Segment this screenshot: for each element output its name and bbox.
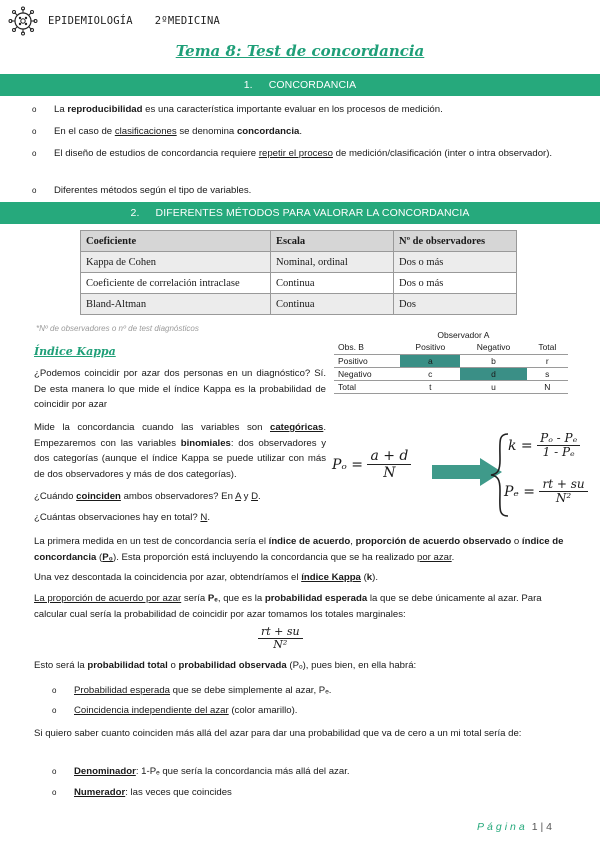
po-formula: Pₒ = $\frac{a + d}{N}$: [332, 449, 411, 481]
coefficient-table: [80, 230, 517, 315]
table-cell: Nominal, ordinal: [271, 252, 394, 273]
table-row: [334, 328, 568, 341]
table-corner-cell: Obs. B: [334, 341, 400, 354]
section-2-band: [0, 202, 600, 224]
table-cell-highlight: a: [400, 354, 460, 367]
section-2-number: 2.: [130, 207, 140, 219]
table-cell: u: [460, 380, 526, 393]
bullet-item: o Numerador: las veces que coincides: [52, 787, 232, 798]
pe-marginal-formula: $\frac{rt + su}{\text{N²}}$: [258, 626, 303, 652]
table-header-cell: Total: [527, 341, 568, 354]
header-course: 2ºMEDICINA: [154, 15, 220, 27]
paragraph: Mide la concordancia cuando las variables son categóricas. Empezaremos con las variables binomiales: dos observadores y dos categorías (aunque el índice Kappa se puede utilizar con más de dos observadores y más de dos categorías).: [34, 422, 327, 480]
table-row: [81, 252, 517, 273]
table-row: [334, 380, 568, 393]
table-cell: c: [400, 367, 460, 380]
table-cell: Dos: [394, 294, 517, 315]
observer-a-title: Observador A: [437, 329, 490, 340]
footer-label: Página: [477, 821, 528, 833]
bullet-marker: o: [32, 127, 37, 136]
table-cell: Continua: [271, 273, 394, 294]
table-cell: Continua: [271, 294, 394, 315]
table-cell: Dos o más: [394, 252, 517, 273]
page-header: [8, 6, 220, 36]
paragraph: Esto será la probabilidad total o probabilidad observada (Pₒ), pues bien, en ella habrá:: [34, 660, 417, 671]
table-cell: Total: [334, 380, 400, 393]
paragraph: ¿Cuántas observaciones hay en total? N.: [34, 512, 211, 523]
observer-table: [334, 328, 568, 394]
virus-logo-icon: [8, 6, 38, 36]
table-header-cell: Negativo: [460, 341, 526, 354]
paragraph: Si quiero saber cuanto coinciden más allá del azar para dar una probabilidad que va de cero a un mi total sería de:: [34, 728, 522, 739]
header-subject: EPIDEMIOLOGÍA: [48, 15, 133, 27]
table-cell: Coeficiente de correlación intraclase: [81, 273, 271, 294]
page-footer: [477, 821, 552, 833]
table-cell: Dos o más: [394, 273, 517, 294]
table-cell: s: [527, 367, 568, 380]
table-header-row: [81, 231, 517, 252]
table-cell: Bland-Altman: [81, 294, 271, 315]
bullet-marker: o: [52, 686, 57, 695]
paragraph: ¿Podemos coincidir por azar dos personas en un diagnóstico? Sí. De esta manera lo que mide el índice Kappa es la probabilidad de coincidir por azar: [34, 368, 326, 410]
section-1-band: [0, 74, 600, 96]
bullet-marker: o: [32, 149, 37, 158]
bullet-marker: o: [52, 788, 57, 797]
bullet-item: o El diseño de estudios de concordancia requiere repetir el proceso de medición/clasificación (inter o intra observador).: [32, 148, 553, 159]
section-1-label: CONCORDANCIA: [268, 79, 357, 91]
table-header-cell: Nº de observadores: [394, 231, 517, 252]
table-cell: t: [400, 380, 460, 393]
bullet-item: o La reproducibilidad es una característica importante evaluar en los procesos de medición.: [32, 104, 443, 115]
table-cell: b: [460, 354, 526, 367]
table-cell: Positivo: [334, 354, 400, 367]
table-footnote: *Nº de observadores o nº de test diagnósticos: [36, 324, 199, 333]
table-header-row: [334, 341, 568, 354]
table-cell-highlight: d: [460, 367, 526, 380]
section-2-label: DIFERENTES MÉTODOS PARA VALORAR LA CONCORDANCIA: [155, 207, 470, 219]
paragraph: Una vez descontada la coincidencia por azar, obtendríamos el índice Kappa (k).: [34, 572, 378, 583]
table-cell: N: [527, 380, 568, 393]
table-cell: Kappa de Cohen: [81, 252, 271, 273]
kappa-heading: Índice Kappa: [34, 345, 116, 358]
pe-formula: Pₑ = $\frac{rt + su}{\text{N²}}$: [504, 478, 588, 506]
table-cell: Negativo: [334, 367, 400, 380]
bullet-marker: o: [52, 767, 57, 776]
table-row: [334, 367, 568, 380]
bullet-item: o Diferentes métodos según el tipo de variables.: [32, 185, 252, 196]
bullet-item: o Coincidencia independiente del azar (color amarillo).: [52, 705, 298, 716]
bullet-item: o En el caso de clasificaciones se denomina concordancia.: [32, 126, 302, 137]
table-row: [81, 294, 517, 315]
paragraph: ¿Cuándo coinciden ambos observadores? En A y D.: [34, 491, 261, 502]
table-row: [334, 354, 568, 367]
bullet-item: o Denominador: 1-Pₑ que sería la concordancia más allá del azar.: [52, 766, 350, 777]
paragraph: La proporción de acuerdo por azar sería Pₑ, que es la probabilidad esperada la que se debe únicamente al azar. Para calcular cual sería la probabilidad de coincidir por azar tomamos los totales marginales:: [34, 593, 542, 620]
page-title: Tema 8: Test de concordancia: [175, 42, 425, 60]
table-cell: r: [527, 354, 568, 367]
section-1-number: 1.: [243, 79, 253, 91]
bullet-item: o Probabilidad esperada que se debe simplemente al azar, Pₑ.: [52, 685, 332, 696]
paragraph: La primera medida en un test de concordancia sería el índice de acuerdo, proporción de acuerdo observado o índice de concordancia (P₀). Esta proporción está incluyendo la concordancia que se ha realizado por azar.: [34, 536, 564, 563]
table-row: [81, 273, 517, 294]
bullet-marker: o: [52, 706, 57, 715]
bullet-marker: o: [32, 186, 37, 195]
kappa-formula: k = $\frac{\text{Pₒ - Pₑ}}{\text{1 - Pₑ}}$: [508, 432, 580, 460]
table-header-cell: Coeficiente: [81, 231, 271, 252]
table-header-cell: Escala: [271, 231, 394, 252]
page-number: 1 | 4: [531, 821, 552, 833]
bullet-marker: o: [32, 105, 37, 114]
table-header-cell: Positivo: [400, 341, 460, 354]
